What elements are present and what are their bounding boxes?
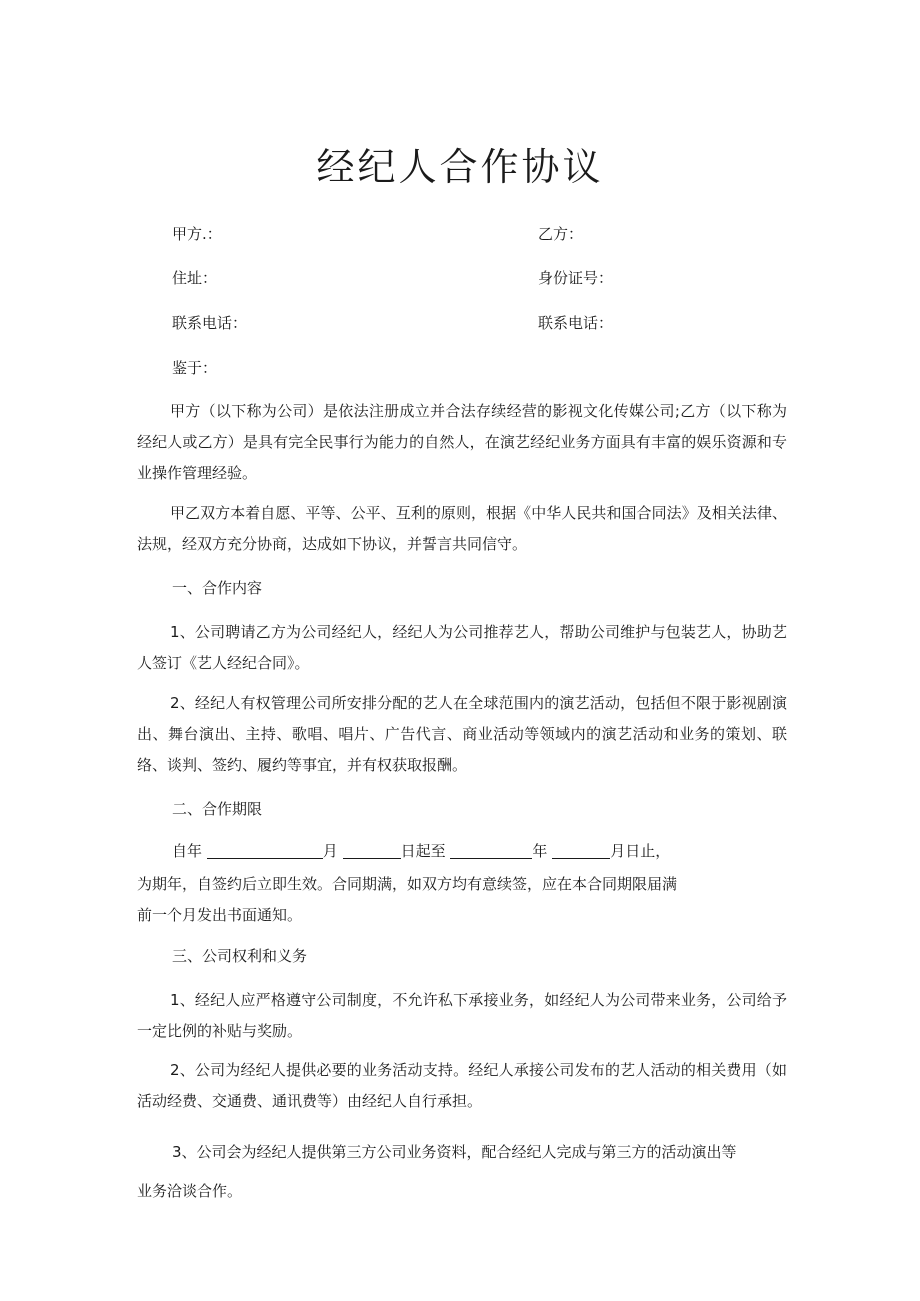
- party-a-phone-label: 联系电话：: [172, 314, 248, 332]
- intro-paragraph-1: 甲方（以下称为公司）是依法注册成立并合法存续经营的影视文化传媒公司;乙方（以下称为经纪人或乙方）是具有完全民事行为能力的自然人，在演艺经纪业务方面具有丰富的娱乐资源和专业操作管理经验。: [137, 402, 787, 482]
- party-a-label: 甲方.：: [172, 225, 222, 243]
- section-3-item-1: 1、经纪人应严格遵守公司制度，不允许私下承接业务，如经纪人为公司带来业务，公司给予一定比例的补贴与奖励。: [137, 991, 787, 1040]
- party-b-phone-label: 联系电话：: [538, 314, 614, 332]
- section-1-item-1: 1、公司聘请乙方为公司经纪人，经纪人为公司推荐艺人，帮助公司维护与包装艺人，协助艺人签订《艺人经纪合同》。: [137, 623, 787, 672]
- term-end-text: 月日止，: [610, 842, 671, 860]
- term-from-text: 自年: [172, 842, 203, 860]
- term-line-1: [172, 841, 670, 861]
- section-3-item-2: 2、公司为经纪人提供必要的业务活动支持。经纪人承接公司发布的艺人活动的相关费用（如活动经费、交通费、通讯费等）由经纪人自行承担。: [137, 1061, 787, 1110]
- intro-paragraph-2: 甲乙双方本着自愿、平等、公平、互利的原则，根据《中华人民共和国合同法》及相关法律、法规，经双方充分协商，达成如下协议，并誓言共同信守。: [137, 504, 787, 553]
- address-label: 住址：: [172, 269, 218, 287]
- section-3-item-3-line-1: 3、公司会为经纪人提供第三方公司业务资料，配合经纪人完成与第三方的活动演出等: [172, 1143, 737, 1161]
- term-line-2: 为期年，自签约后立即生效。合同期满，如双方均有意续签，应在本合同期限届满: [137, 875, 678, 893]
- party-b-label: 乙方：: [538, 225, 584, 243]
- id-number-label: 身份证号：: [538, 269, 614, 287]
- term-month-text: 月: [322, 842, 338, 860]
- term-line-3: 前一个月发出书面通知。: [137, 906, 303, 924]
- term-day-from-text: 日起至: [400, 842, 446, 860]
- month-blank: [343, 842, 401, 859]
- section-3-item-3-line-2: 业务洽谈合作。: [137, 1182, 243, 1200]
- year-blank: [207, 842, 323, 859]
- section-2-heading: 二、合作期限: [172, 800, 263, 818]
- section-1-item-2: 2、经纪人有权管理公司所安排分配的艺人在全球范围内的演艺活动，包括但不限于影视剧演出、舞台演出、主持、歌唱、唱片、广告代言、商业活动等领域内的演艺活动和业务的策划、联络、谈判、签约、履约等事宜，并有权获取报酬。: [137, 694, 787, 774]
- whereas-label: 鉴于：: [172, 359, 218, 377]
- term-year-text: 年: [532, 842, 548, 860]
- section-1-heading: 一、合作内容: [172, 579, 263, 597]
- document-title: 经纪人合作协议: [316, 145, 604, 189]
- section-3-heading: 三、公司权利和义务: [172, 947, 308, 965]
- end-year-blank: [450, 842, 532, 859]
- end-month-blank: [552, 842, 610, 859]
